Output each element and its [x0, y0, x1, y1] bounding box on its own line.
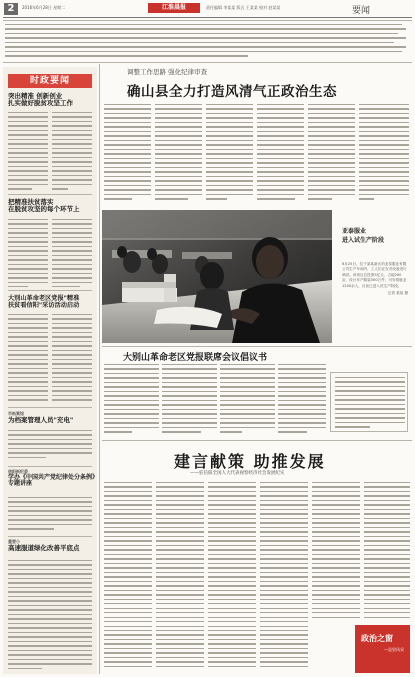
- main-story-body: [104, 104, 151, 204]
- article-title: 大别山革命老区党报"精准 扶贫看信阳"采访活动启动: [8, 295, 80, 310]
- article-title: 重要小 高速服道绿化改善平底点: [8, 539, 80, 552]
- bottom-story-body: [208, 482, 256, 672]
- column-logo-box: [355, 625, 410, 673]
- mid-story-body: [278, 364, 326, 436]
- article-title: 把精准扶贫落实 在脱贫攻坚的每个环节上: [8, 198, 80, 214]
- article-body: [8, 430, 92, 462]
- bottom-story-body: [156, 482, 204, 672]
- factory-workers-photo: [102, 210, 332, 343]
- article-body: [8, 112, 48, 190]
- main-story-body: [308, 104, 355, 204]
- photo-caption: 6月25日，位于某某新区的亚泰服业有限公司生产车间内，工人们正在对设备进行调试。该项目总投资5亿元，占地200亩，设计年产服装500万件，可安排就业1200余人，目前已进入试生产阶段。 记者 某某 摄: [342, 262, 408, 295]
- header-rule: [3, 17, 412, 18]
- top-text-strip: [5, 24, 410, 60]
- main-story-body: [257, 104, 304, 204]
- column-logo-title: 政治之窗: [361, 634, 393, 643]
- article-body: [8, 560, 92, 670]
- section-title: 要闻: [352, 6, 371, 16]
- editor-credits: 责任编辑 李某某 版式 王某某 校对 赵某某: [206, 5, 281, 10]
- masthead-logo: 江淮晨报: [148, 3, 200, 13]
- main-story-body: [155, 104, 202, 204]
- mid-story-body: [162, 364, 217, 436]
- main-story-body: [359, 104, 409, 204]
- main-story-body: [206, 104, 253, 204]
- article-title: 市纸案馆 为档案管理人员"充电": [8, 411, 74, 424]
- mid-headline: 大别山革命老区党报联席会议倡议书: [123, 353, 268, 363]
- mid-story-body: [220, 364, 275, 436]
- article-title: 信阳纸纪委 学办《中国共产党纪律处分条例》 专题讲座: [8, 469, 99, 488]
- main-headline: 确山县全力打造风清气正政治生态: [127, 84, 337, 100]
- header-rule-thin: [3, 20, 412, 21]
- article-body: [8, 314, 48, 404]
- sidebar-box: [330, 372, 408, 432]
- photo-credit: 记者 某某 摄: [387, 290, 408, 295]
- article-body: [52, 112, 92, 190]
- bottom-story-body: [364, 482, 410, 622]
- page-number: 2: [4, 3, 18, 15]
- issue-date: 2016年6月28日 星期二: [22, 5, 66, 10]
- article-body: [8, 219, 48, 287]
- news-photo: [102, 210, 332, 343]
- bottom-story-body: [104, 482, 152, 672]
- bottom-subheadline: ——驻信阳全国人大代表视察经济社会发展纪实: [190, 471, 285, 476]
- column-logo-sub: —县里风采: [384, 647, 404, 652]
- article-body: [8, 497, 92, 533]
- topic-banner: 时政要闻: [8, 74, 92, 88]
- bottom-story-body: [260, 482, 308, 672]
- sidebar-box-body: [335, 377, 405, 429]
- article-body: [52, 314, 92, 404]
- bottom-headline: 建言献策 助推发展: [174, 452, 326, 471]
- bottom-story-body: [312, 482, 360, 622]
- main-kicker: 调整工作思路 强化纪律审查: [127, 68, 208, 76]
- article-title: 突出精准 创新创业 扎实做好脱贫攻坚工作: [8, 92, 73, 108]
- photo-caption-title: 亚泰服业 进入试生产阶段: [342, 228, 385, 244]
- mid-story-body: [104, 364, 159, 436]
- article-body: [52, 219, 92, 287]
